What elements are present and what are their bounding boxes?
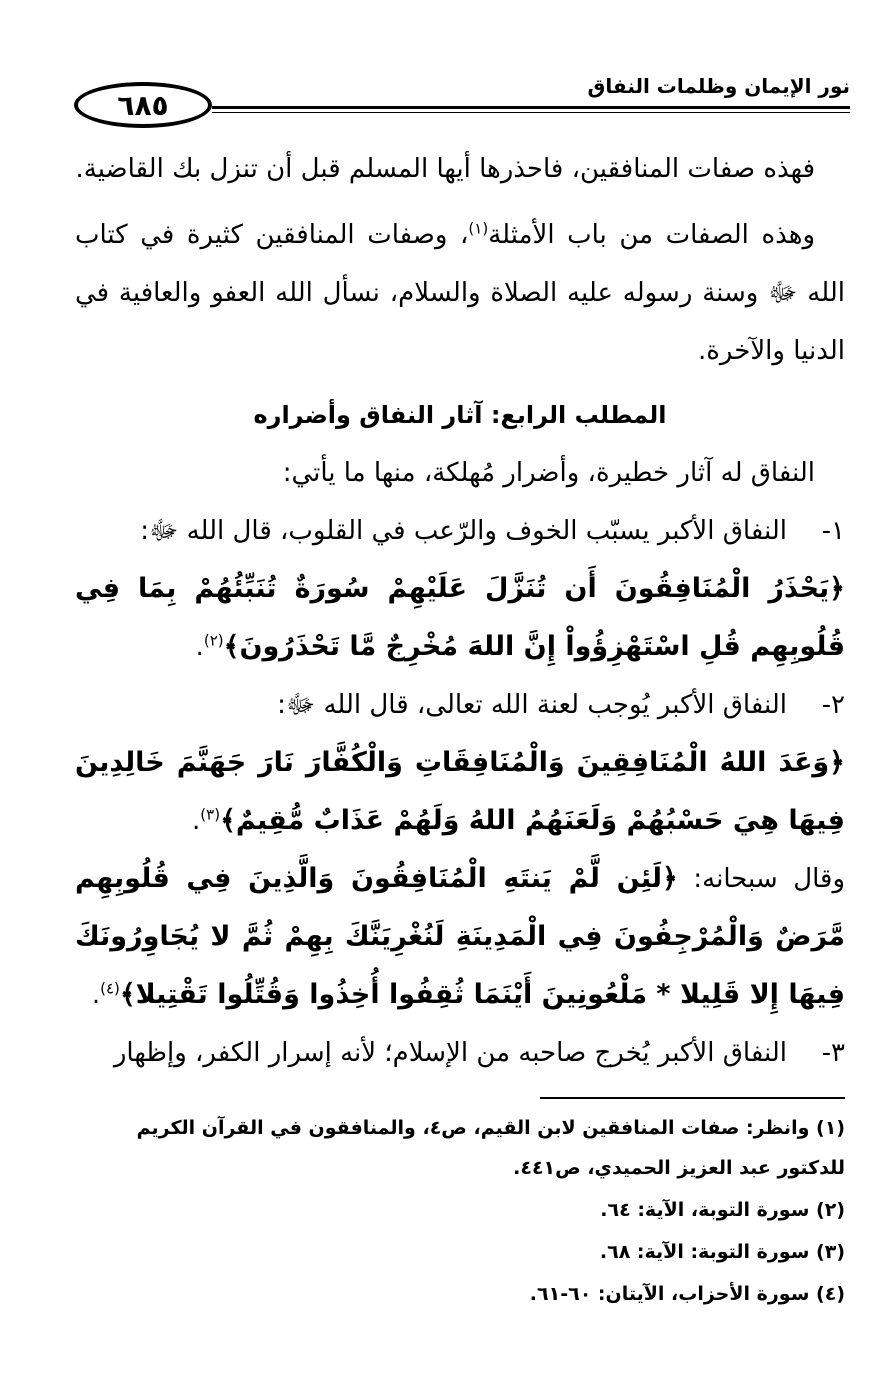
running-header: [72, 72, 850, 132]
quran-verse-1: ﴿يَحْذَرُ الْمُنَافِقُونَ أَن تُنَزَّلَ عَلَيْهِمْ سُورَةٌ تُنَبِّئُهُمْ بِمَا فِي قُلُوبِهِم قُلِ اسْتَهْزِؤُواْ إِنَّ اللهَ مُخْرِجٌ مَّا تَحْذَرُونَ﴾$^{(٢)}$.: [75, 573, 845, 662]
footnote-ref-1[interactable]: (١): [468, 219, 489, 238]
page-body: [75, 140, 845, 1082]
paragraph-2-text-b: ، وصفات المنافقين كثيرة في كتاب الله ﷻ وسنة رسوله عليه الصلاة والسلام، نسأل الله العفو والعافية في الدنيا والآخرة.: [75, 220, 845, 366]
verse-intro: وقال سبحانه:: [693, 864, 846, 894]
list-item-2: [75, 676, 845, 734]
list-item-1: [75, 502, 845, 560]
paragraph-1: فهذه صفات المنافقين، فاحذرها أيها المسلم قبل أن تنزل بك القاضية.: [75, 154, 815, 184]
footnote-4: (٤) سورة الأحزاب، الآيتان: ٦٠-٦١.: [529, 1283, 845, 1305]
list-item-number: ٢-: [821, 690, 845, 720]
list-item-3: [75, 1024, 845, 1082]
footnote-divider: [540, 1097, 845, 1099]
footnote-1: (١) وانظر: صفات المنافقين لابن القيم، ص٤، والمنافقون في القرآن الكريم للدكتور عبد العزيز الحميدي، ص٤٤١.: [136, 1117, 845, 1179]
footnote-ref-2[interactable]: (٢): [203, 631, 224, 650]
paragraph-2: [75, 206, 845, 380]
page-number: ٦٨٥: [74, 82, 212, 128]
footnote-3: (٣) سورة التوبة: الآية: ٦٨.: [599, 1241, 845, 1263]
quran-verse-2: ﴿وَعَدَ اللهُ الْمُنَافِقِينَ وَالْمُنَافِقَاتِ وَالْكُفَّارَ نَارَ جَهَنَّمَ خَالِدِينَ فِيهَا هِيَ حَسْبُهُمْ وَلَعَنَهُمُ اللهُ وَلَهُمْ عَذَابٌ مُّقِيمٌ﴾$^{(٣)}$.: [75, 747, 845, 836]
footnote-2: (٢) سورة التوبة، الآية: ٦٤.: [600, 1199, 845, 1221]
list-item-text: النفاق الأكبر يسبّب الخوف والرّعب في القلوب، قال الله ﷻ:: [140, 516, 787, 546]
quran-verse-3: وقال سبحانه: ﴿لَئِن لَّمْ يَنتَهِ الْمُنَافِقُونَ وَالَّذِينَ فِي قُلُوبِهِم مَّرَضٌ وَالْمُرْجِفُونَ فِي الْمَدِينَةِ لَنُغْرِيَنَّكَ بِهِمْ ثُمَّ لا يُجَاوِرُونَكَ فِيهَا إِلا قَلِيلا * مَلْعُونِينَ أَيْنَمَا ثُقِفُوا أُخِذُوا وَقُتِّلُوا تَقْتِيلا﴾$^{(٤)}$.: [75, 863, 846, 1010]
footnote-ref-4[interactable]: (٤): [100, 979, 120, 998]
list-item-text: النفاق الأكبر يُوجب لعنة الله تعالى، قال الله ﷻ:: [277, 690, 787, 720]
intro-paragraph: النفاق له آثار خطيرة، وأضرار مُهلكة، منها ما يأتي:: [282, 458, 815, 488]
header-rule: [212, 106, 850, 109]
verse-text: ﴿لَئِن لَّمْ يَنتَهِ الْمُنَافِقُونَ وَالَّذِينَ فِي قُلُوبِهِم مَّرَضٌ وَالْمُرْجِفُونَ فِي الْمَدِينَةِ لَنُغْرِيَنَّكَ بِهِمْ ثُمَّ لا يُجَاوِرُونَكَ فِيهَا إِلا قَلِيلا * مَلْعُونِينَ أَيْنَمَا ثُقِفُوا أُخِذُوا وَقُتِّلُوا تَقْتِيلا﴾: [75, 863, 845, 1010]
running-title: نور الإيمان وظلمات النفاق: [587, 74, 850, 98]
section-heading: المطلب الرابع: آثار النفاق وأضراره: [253, 401, 667, 429]
list-item-text: النفاق الأكبر يُخرج صاحبه من الإسلام؛ لأنه إسرار الكفر، وإظهار: [113, 1038, 787, 1068]
header-rule-thin: [212, 112, 850, 113]
list-item-number: ٣-: [821, 1038, 845, 1068]
verse-text: ﴿يَحْذَرُ الْمُنَافِقُونَ أَن تُنَزَّلَ عَلَيْهِمْ سُورَةٌ تُنَبِّئُهُمْ بِمَا فِي قُلُوبِهِم قُلِ اسْتَهْزِؤُواْ إِنَّ اللهَ مُخْرِجٌ مَّا تَحْذَرُونَ﴾: [75, 573, 845, 662]
footnotes: [75, 1108, 845, 1316]
verse-text: ﴿وَعَدَ اللهُ الْمُنَافِقِينَ وَالْمُنَافِقَاتِ وَالْكُفَّارَ نَارَ جَهَنَّمَ خَالِدِينَ فِيهَا هِيَ حَسْبُهُمْ وَلَعَنَهُمُ اللهُ وَلَهُمْ عَذَابٌ مُّقِيمٌ﴾: [75, 747, 845, 836]
footnote-ref-3[interactable]: (٣): [200, 805, 221, 824]
list-item-number: ١-: [821, 516, 845, 546]
paragraph-2-text-a: وهذه الصفات من باب الأمثلة: [488, 220, 816, 250]
